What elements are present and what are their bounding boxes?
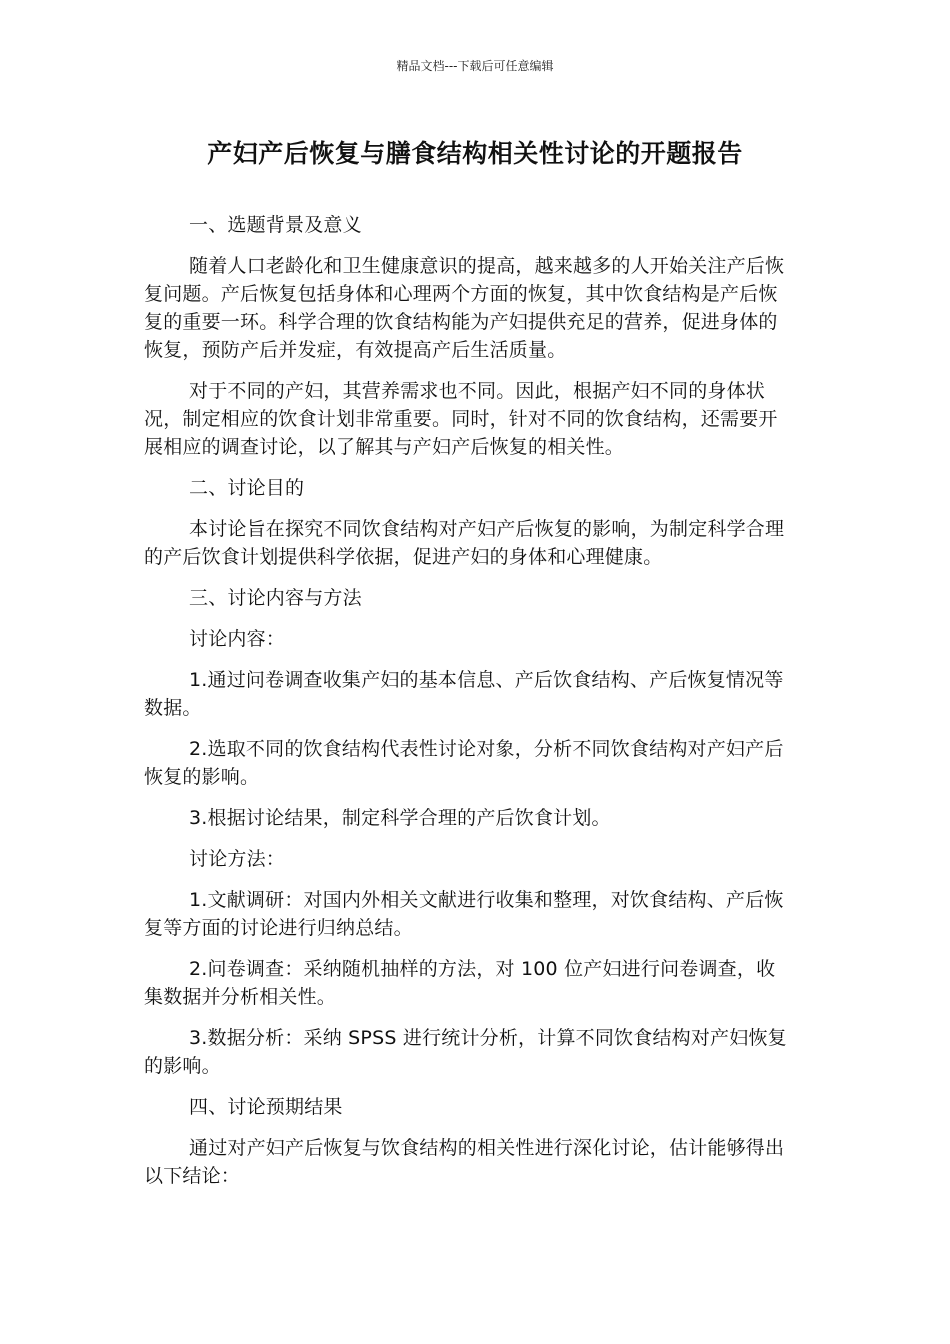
list-item-method-3: 3.数据分析：采纳 SPSS 进行统计分析，计算不同饮食结构对产妇恢复的影响。 xyxy=(144,1027,787,1077)
document-title: 产妇产后恢复与膳食结构相关性讨论的开题报告 xyxy=(207,139,743,168)
list-item-content-2: 2.选取不同的饮食结构代表性讨论对象，分析不同饮食结构对产妇产后恢复的影响。 xyxy=(144,738,784,788)
subheading-content: 讨论内容： xyxy=(189,628,286,650)
paragraph-expected-results: 通过对产妇产后恢复与饮食结构的相关性进行深化讨论，估计能够得出以下结论： xyxy=(144,1137,785,1187)
list-item-method-2: 2.问卷调查：采纳随机抽样的方法，对 100 位产妇进行问卷调查，收集数据并分析相关性。 xyxy=(144,958,776,1008)
section-heading-background: 一、选题背景及意义 xyxy=(189,214,362,236)
document-body xyxy=(144,211,794,1203)
list-item-method-1: 1.文献调研：对国内外相关文献进行收集和整理，对饮食结构、产后恢复等方面的讨论进行归纳总结。 xyxy=(144,889,784,939)
paragraph-background-1: 随着人口老龄化和卫生健康意识的提高，越来越多的人开始关注产后恢复问题。产后恢复包括身体和心理两个方面的恢复，其中饮食结构是产后恢复的重要一环。科学合理的饮食结构能为产妇提供充足的营养，促进身体的恢复，预防产后并发症，有效提高产后生活质量。 xyxy=(144,255,785,361)
paragraph-background-2: 对于不同的产妇，其营养需求也不同。因此，根据产妇不同的身体状况，制定相应的饮食计划非常重要。同时，针对不同的饮食结构，还需要开展相应的调查讨论，以了解其与产妇产后恢复的相关性。 xyxy=(144,380,778,458)
subheading-method: 讨论方法： xyxy=(189,848,286,870)
section-heading-expected-results: 四、讨论预期结果 xyxy=(189,1096,343,1118)
list-item-content-3: 3.根据讨论结果，制定科学合理的产后饮食计划。 xyxy=(189,807,611,829)
list-item-content-1: 1.通过问卷调查收集产妇的基本信息、产后饮食结构、产后恢复情况等数据。 xyxy=(144,669,784,719)
paragraph-purpose: 本讨论旨在探究不同饮食结构对产妇产后恢复的影响，为制定科学合理的产后饮食计划提供科学依据，促进产妇的身体和心理健康。 xyxy=(144,518,785,568)
section-heading-purpose: 二、讨论目的 xyxy=(189,477,305,499)
header-note: 精品文档---下载后可任意编辑 xyxy=(396,59,554,73)
section-heading-content-method: 三、讨论内容与方法 xyxy=(189,587,362,609)
